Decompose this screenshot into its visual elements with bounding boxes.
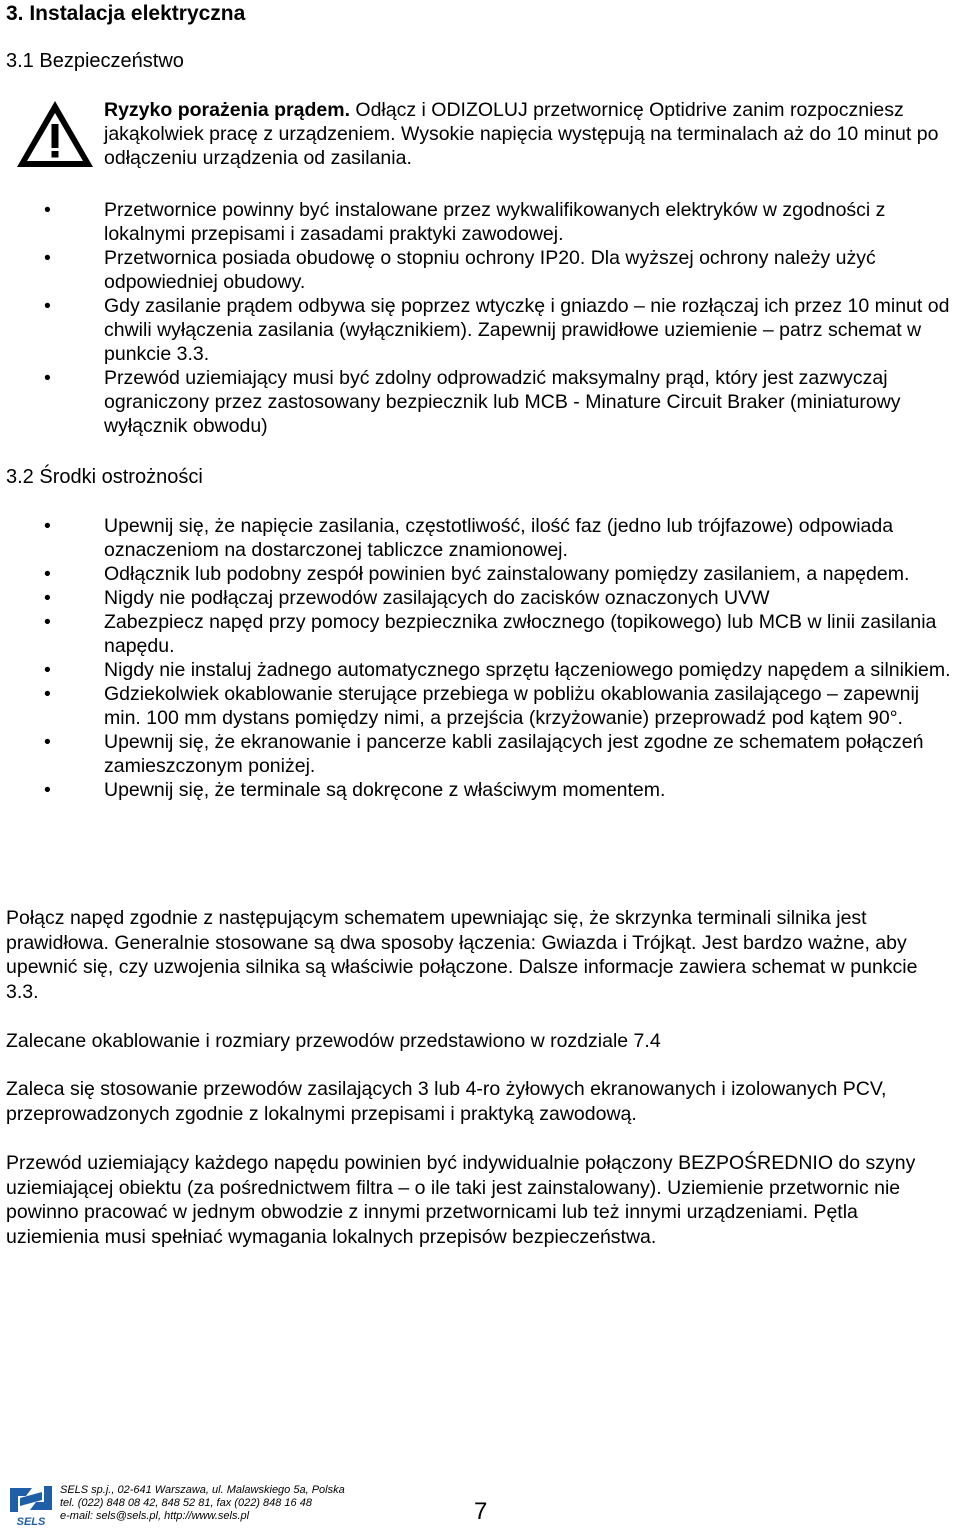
- list-item-text: Upewnij się, że ekranowanie i pancerze kabli zasilających jest zgodne ze schematem połączeń zamieszczonym poniżej.: [104, 731, 924, 777]
- list-item-text: Gdy zasilanie prądem odbywa się poprzez wtyczkę i gniazdo – nie rozłączaj ich przez 10 minut od chwili wyłączenia zasilania (wyłącznikiem). Zapewnij prawidłowe uziemienie – patrz schemat w punkcie 3.3.: [104, 295, 950, 365]
- list-item-text: Nigdy nie podłączaj przewodów zasilających do zacisków oznaczonych UVW: [104, 587, 770, 609]
- bullet: •: [44, 731, 51, 753]
- footer-contact: [60, 1484, 345, 1523]
- list-item-text: Przetwornice powinny być instalowane przez wykwalifikowanych elektryków w zgodności z lokalnymi przepisami i zasadami praktyki zawodowej.: [104, 199, 886, 245]
- bullet: •: [44, 611, 51, 633]
- bullet: •: [44, 683, 51, 705]
- list-item-text: Przetwornica posiada obudowę o stopniu ochrony IP20. Dla wyższej ochrony należy użyć odpowiedniej obudowy.: [104, 247, 876, 293]
- list-item-text: Nigdy nie instaluj żadnego automatycznego sprzętu łączeniowego pomiędzy napędem a silnikiem.: [104, 659, 951, 681]
- list-item-text: Upewnij się, że terminale są dokręcone z właściwym momentem.: [104, 779, 666, 801]
- bullet: •: [44, 779, 51, 801]
- list-item: [0, 366, 960, 438]
- list-item: [0, 778, 960, 802]
- footer-address: SELS sp.j., 02-641 Warszawa, ul. Malawskiego 5a, Polska: [60, 1484, 345, 1496]
- paragraph-connection: Połącz napęd zgodnie z następującym schematem upewniając się, że skrzynka terminali silnika jest prawidłowa. Generalnie stosowane są dwa sposoby łączenia: Gwiazda i Trójkąt. Jest bardzo ważne, aby upewnić się, czy uzwojenia silnika są właściwie połączone. Dalsze informacje zawiera schemat w punkcie 3.3.: [6, 907, 918, 1003]
- list-item: [0, 682, 960, 730]
- bullet: •: [44, 247, 51, 269]
- bullet: •: [44, 587, 51, 609]
- list-item: [0, 562, 960, 586]
- list-item: [0, 658, 960, 682]
- warning-triangle-icon: [14, 98, 96, 170]
- precautions-list: [0, 514, 960, 802]
- paragraph-cables: Zaleca się stosowanie przewodów zasilających 3 lub 4-ro żyłowych ekranowanych i izolowanych PCV, przeprowadzonych zgodnie z lokalnymi przepisami i praktyką zawodową.: [6, 1078, 887, 1125]
- footer-email: e-mail: sels@sels.pl, http://www.sels.pl: [60, 1510, 250, 1522]
- warning-lead: Ryzyko porażenia prądem.: [104, 99, 350, 121]
- footer-phone: tel. (022) 848 08 42, 848 52 81, fax (022) 848 16 48: [60, 1497, 312, 1509]
- bullet: •: [44, 295, 51, 317]
- warning-body: Odłącz i ODIZOLUJ przetwornicę Optidrive zanim rozpoczniesz jakąkolwiek pracę z urządzeniem. Wysokie napięcia występują na terminalach aż do 10 minut po odłączeniu urządzenia od zasilania.: [104, 99, 939, 169]
- safety-heading: 3.1 Bezpieczeństwo: [6, 50, 184, 72]
- list-item-text: Upewnij się, że napięcie zasilania, częstotliwość, ilość faz (jedno lub trójfazowe) odpowiada oznaczeniom na dostarczonej tabliczce znamionowej.: [104, 515, 894, 561]
- bullet: •: [44, 367, 51, 389]
- bullet: •: [44, 659, 51, 681]
- bullet: •: [44, 515, 51, 537]
- page-number: 7: [474, 1498, 488, 1525]
- sels-logo: [6, 1482, 56, 1528]
- list-item: [0, 586, 960, 610]
- bullet: •: [44, 563, 51, 585]
- precautions-heading: 3.2 Środki ostrożności: [6, 466, 203, 488]
- section-title: 3. Instalacja elektryczna: [6, 2, 246, 25]
- warning-text: [104, 98, 944, 170]
- safety-list: [0, 198, 960, 438]
- list-item-text: Odłącznik lub podobny zespół powinien być zainstalowany pomiędzy zasilaniem, a napędem.: [104, 563, 910, 585]
- list-item-text: Przewód uziemiający musi być zdolny odprowadzić maksymalny prąd, który jest zazwyczaj ograniczony przez zastosowany bezpiecznik lub MCB - Minature Circuit Braker (miniaturowy wyłącznik obwodu): [104, 367, 901, 437]
- list-item: [0, 198, 960, 246]
- list-item: [0, 610, 960, 658]
- bullet: •: [44, 199, 51, 221]
- list-item: [0, 246, 960, 294]
- list-item: [0, 730, 960, 778]
- list-item-text: Zabezpiecz napęd przy pomocy bezpiecznika zwłocznego (topikowego) lub MCB w linii zasilania napędu.: [104, 611, 937, 657]
- list-item: [0, 294, 960, 366]
- logo-text: SELS: [16, 1516, 46, 1528]
- list-item-text: Gdziekolwiek okablowanie sterujące przebiega w pobliżu okablowania zasilającego – zapewnij min. 100 mm dystans pomiędzy nimi, a przejścia (krzyżowanie) przeprowadź pod kątem 90°.: [104, 683, 920, 729]
- paragraph-wiring: Zalecane okablowanie i rozmiary przewodów przedstawiono w rozdziale 7.4: [6, 1030, 661, 1052]
- list-item: [0, 514, 960, 562]
- paragraph-grounding: Przewód uziemiający każdego napędu powinien być indywidualnie połączony BEZPOŚREDNIO do szyny uziemiającej obiektu (za pośrednictwem filtra – o ile taki jest zainstalowany). Uziemienie przetwornic nie powinno pracować w jednym obwodzie z innymi przetwornicami lub też innymi urządzeniami. Pętla uziemienia musi spełniać wymagania lokalnych przepisów bezpieczeństwa.: [6, 1152, 916, 1248]
